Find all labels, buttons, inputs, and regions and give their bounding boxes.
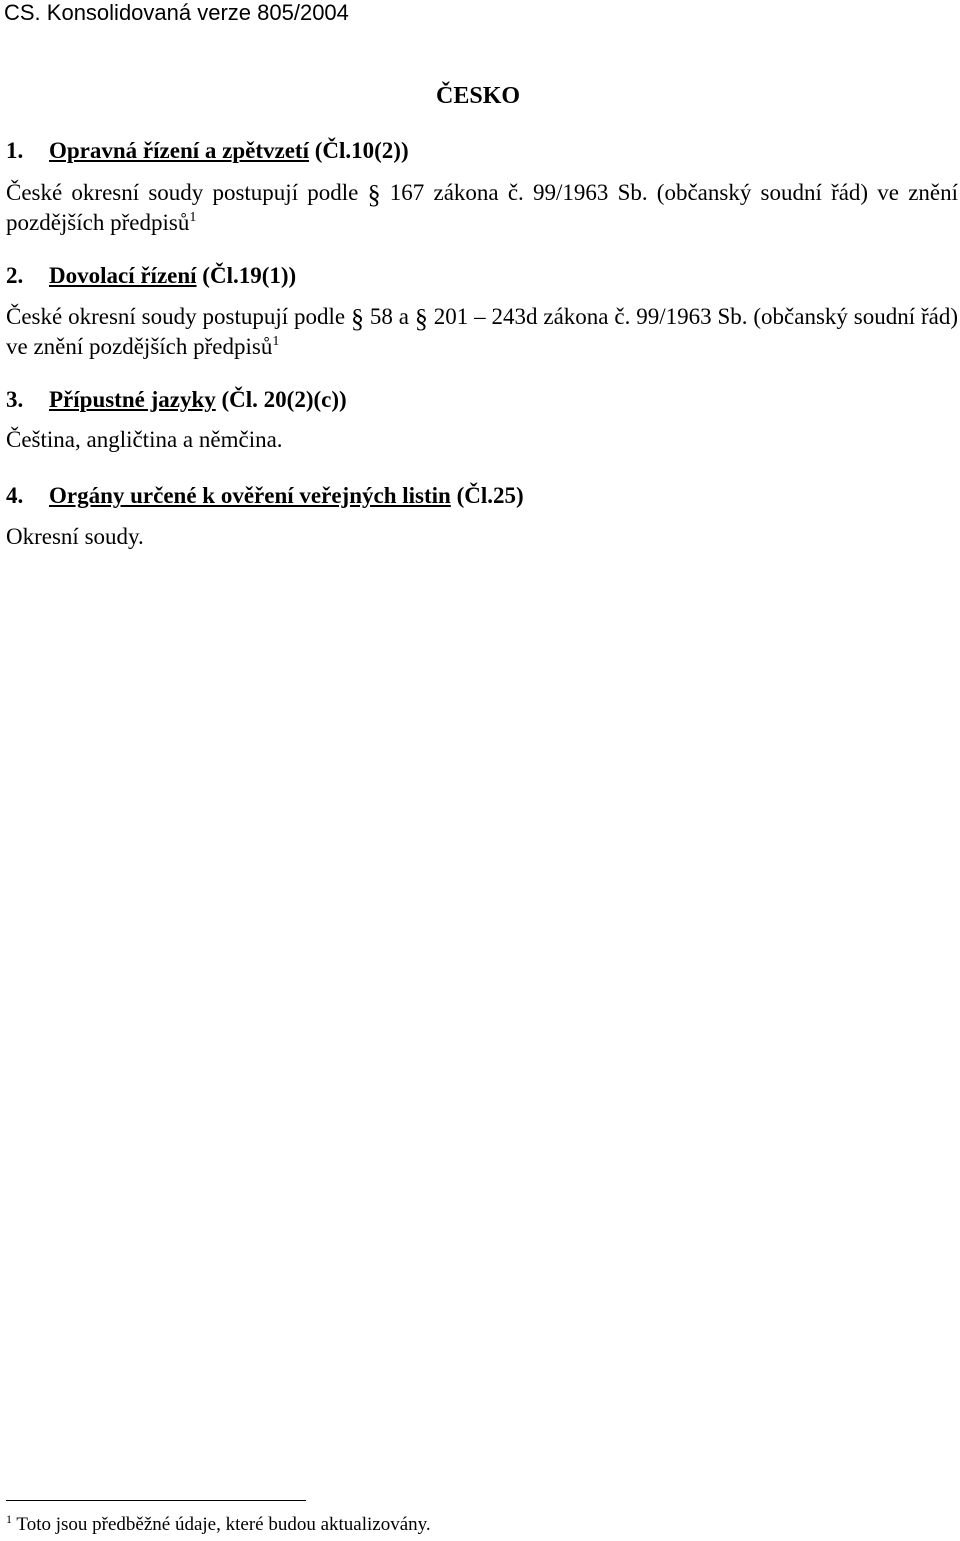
section-2-heading xyxy=(6,262,296,290)
section-3-ref: (Čl. 20(2)(c)) xyxy=(221,387,347,412)
section-1-heading xyxy=(6,137,409,165)
section-2-ref: (Čl.19(1)) xyxy=(202,263,297,288)
section-4-heading xyxy=(6,482,524,510)
section-2-number: 2. xyxy=(6,263,24,288)
section-4-title: Orgány určené k ověření veřejných listin xyxy=(49,483,451,508)
section-4-number: 4. xyxy=(6,483,24,508)
section-1-text xyxy=(6,179,958,237)
section-1-ref: (Čl.10(2)) xyxy=(314,138,409,163)
country-title: ČESKO xyxy=(436,83,521,109)
section-3-heading xyxy=(6,386,347,414)
section-2-text-part-a: České okresní soudy postupují podle xyxy=(6,304,346,329)
footnote-ref: 1 xyxy=(272,334,280,349)
footnote-ref: 1 xyxy=(189,210,197,225)
footnote-divider xyxy=(6,1500,306,1501)
section-1-text-part-a: České okresní soudy postupují podle xyxy=(6,180,359,205)
section-4-ref: (Čl.25) xyxy=(456,483,524,508)
section-1-number: 1. xyxy=(6,138,24,163)
section-sign-icon: § xyxy=(367,180,381,209)
document-header: CS. Konsolidovaná verze 805/2004 xyxy=(4,0,349,25)
footnote xyxy=(6,1513,431,1537)
section-3-title: Přípustné jazyky xyxy=(49,387,216,412)
section-2-text-part-c: 201 – 243d zákona č. 99/1963 Sb. (občanský soudní řád) ve znění pozdějších předpisů xyxy=(6,304,959,359)
section-3-number: 3. xyxy=(6,387,24,412)
footnote-marker: 1 xyxy=(6,1512,12,1526)
section-1-title: Opravná řízení a zpětvzetí xyxy=(49,138,309,163)
footnote-text: Toto jsou předběžné údaje, které budou aktualizovány. xyxy=(16,1514,431,1535)
section-sign-icon: § xyxy=(414,304,428,333)
section-1-text-part-b: 167 zákona č. 99/1963 Sb. (občanský soudní řád) ve znění pozdějších předpisů xyxy=(6,180,959,235)
section-sign-icon: § xyxy=(350,304,364,333)
section-2-text-part-b: 58 a xyxy=(369,304,409,329)
section-2-text xyxy=(6,303,958,361)
section-2-title: Dovolací řízení xyxy=(49,263,197,288)
section-4-text: Okresní soudy. xyxy=(6,524,144,549)
section-3-text: Čeština, angličtina a němčina. xyxy=(6,427,283,452)
